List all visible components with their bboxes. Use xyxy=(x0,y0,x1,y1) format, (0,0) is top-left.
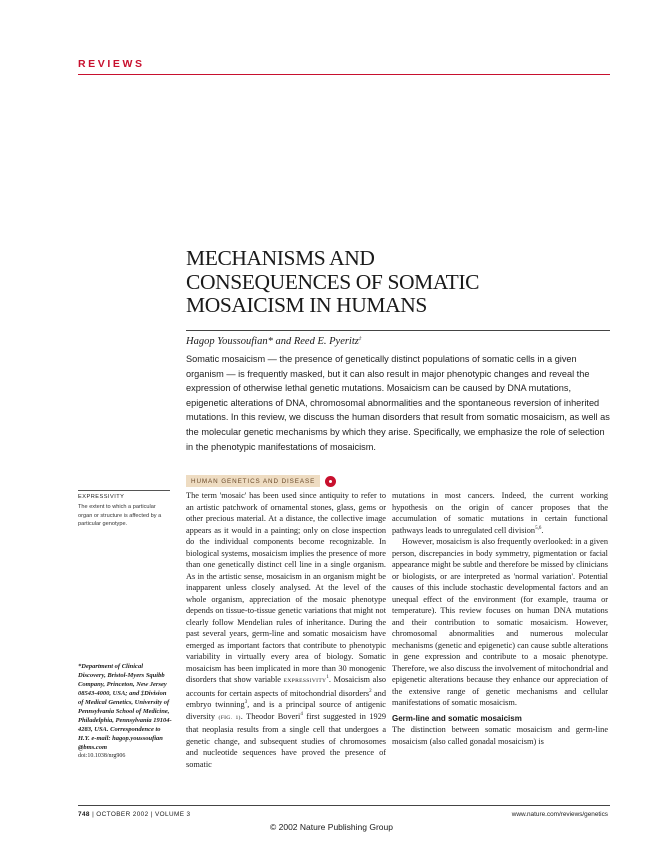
paragraph: However, mosaicism is also frequently overlooked: in a given person, discrepancies in body symmetry, pigmentation or facial appearance might be subtle and therefore be missed by clinicians or biologists, or are interpreted as 'normal variation'. Potential causes of this include stochastic developmental factors and an unequal effect of the environment (for example, trauma or temperature). This review focuses on human DNA mutations and their contribution to somatic mosaicism. However, chromosomal abnormalities and numerous molecular mechanisms (genetic and epigenetic) can cause subtle alterations in gene expression and contribute to a mosaic phenotype. Therefore, we also discuss the involvement of mitochondrial and epigenetic alterations because they enhance our appreciation of the extensive range of genetic mechanisms and cellular manifestations of somatic mosaicism. xyxy=(392,537,608,708)
citation[interactable]: 1 xyxy=(326,675,329,681)
title-line-2: CONSEQUENCES OF SOMATIC xyxy=(186,269,480,294)
affiliation-text: *Department of Clinical Discovery, Bristol-Myers Squibb Company, Princeton, New Jersey 08543-4000, USA; and ‡Division of Medical Genetics, University of Pennsylvania School of Medicine, Philadelphia, Pennsylvania 19104-4283, USA. Correspondence to H.Y. e-mail: hagop.youssoufian @bms.com xyxy=(78,663,172,751)
glossary-rule xyxy=(78,490,170,491)
header-rule xyxy=(78,74,610,75)
doi[interactable]: doi:10.1038/nrg906 xyxy=(78,753,126,759)
copyright: © 2002 Nature Publishing Group xyxy=(270,822,393,832)
author-list xyxy=(186,336,361,347)
title-line-3: MOSAICISM IN HUMANS xyxy=(186,293,427,317)
title-rule xyxy=(186,330,610,331)
page-number: 748 xyxy=(78,811,90,818)
body-column-1 xyxy=(186,490,386,770)
glossary-term: EXPRESSIVITY xyxy=(78,494,125,500)
affiliations xyxy=(78,662,172,761)
citation[interactable]: 3 xyxy=(244,700,248,706)
issue-info: | OCTOBER 2002 | VOLUME 3 xyxy=(92,811,191,818)
abstract: Somatic mosaicism — the presence of genetically distinct populations of somatic cells in a given organism — is frequently masked, but it can also result in major phenotypic changes and reveal the expression of otherwise lethal genetic mutations. Mosaicism can be caused by DNA mutations, epigenetic alterations of DNA, chromosomal abnormalities and the spontaneous reversion of inherited mutations. In this review, we discuss the human disorders that result from somatic mosaicism, as well as the molecular genetic mechanisms by which they arise. Specifically, we emphasize the role of selection in the phenotypic manifestations of mosaicism. xyxy=(186,354,610,452)
glossary-definition: The extent to which a particular organ or structure is affected by a particular genotype. xyxy=(78,504,162,528)
section-label: REVIEWS xyxy=(78,58,145,70)
glossary-link-expressivity[interactable]: EXPRESSIVITY xyxy=(283,678,327,685)
paragraph: The term 'mosaic' has been used since antiquity to refer to an artistic patchwork of ornamental stones, glass, gems or other precious material. At a distance, the collective image appears as it would in a painting; only on close inspection do the individual components become recognizable. In biological systems, mosaicism implies the presence of more than one genetically distinct cell line in a single organism. As in the artistic sense, mosaicism in an organism might be inapparent unless closely analysed. At the level of the whole organism, appreciation of the mosaic phenotype depends on tissue-to-tissue genetic variations that might not clearly follow Mendelian rules of inheritance. During the past several years, germ-line and somatic mosaicism have emerged as important factors that contribute to phenotypic variability in virtually every area of biology. Somatic mosaicism has been implicated in more than 30 monogenic disorders that show variable EXPRESSIVITY$^1$. Mosaicism also accounts for certain aspects of mitochondrial disorders$^2$ and embryo twinning$^3$, and is a principal source of antigenic diversity (FIG. 1). Theodor Boveri$^4$ first suggested in 1929 that neoplasia results from a single cell that undergoes a genetic change, and subsequent studies of chromosomes and nucleotide sequences have proved the presence of somatic xyxy=(186,491,387,769)
footer-rule xyxy=(78,805,610,806)
online-links-icon[interactable] xyxy=(325,476,336,487)
figure-link[interactable]: (FIG. 1) xyxy=(218,714,241,721)
paragraph: The distinction between somatic mosaicism and germ-line mosaicism (also called gonadal mosaicism) is xyxy=(392,725,608,746)
journal-url[interactable]: www.nature.com/reviews/genetics xyxy=(511,811,608,818)
article-title xyxy=(186,247,606,318)
title-line-1: MECHANISMS AND xyxy=(186,246,375,270)
citation[interactable]: 5,6 xyxy=(535,525,542,531)
footer-issue xyxy=(78,811,191,818)
body-column-2 xyxy=(392,490,608,747)
citation[interactable]: 4 xyxy=(300,712,303,718)
citation[interactable]: 2 xyxy=(369,689,372,694)
author-mark: ‡ xyxy=(358,336,362,342)
subject-tag[interactable]: HUMAN GENETICS AND DISEASE xyxy=(186,475,320,487)
paragraph: mutations in most cancers. Indeed, the current working hypothesis on the origin of cancer proposes that the accumulation of somatic mutations in certain functional pathways leads to unregulated cell division$^{5,6}$. xyxy=(392,491,608,535)
section-heading: Germ-line and somatic mosaicism xyxy=(392,713,522,723)
subject-tag-row xyxy=(186,474,336,488)
authors: Hagop Youssoufian* and Reed E. Pyeritz xyxy=(186,336,359,347)
